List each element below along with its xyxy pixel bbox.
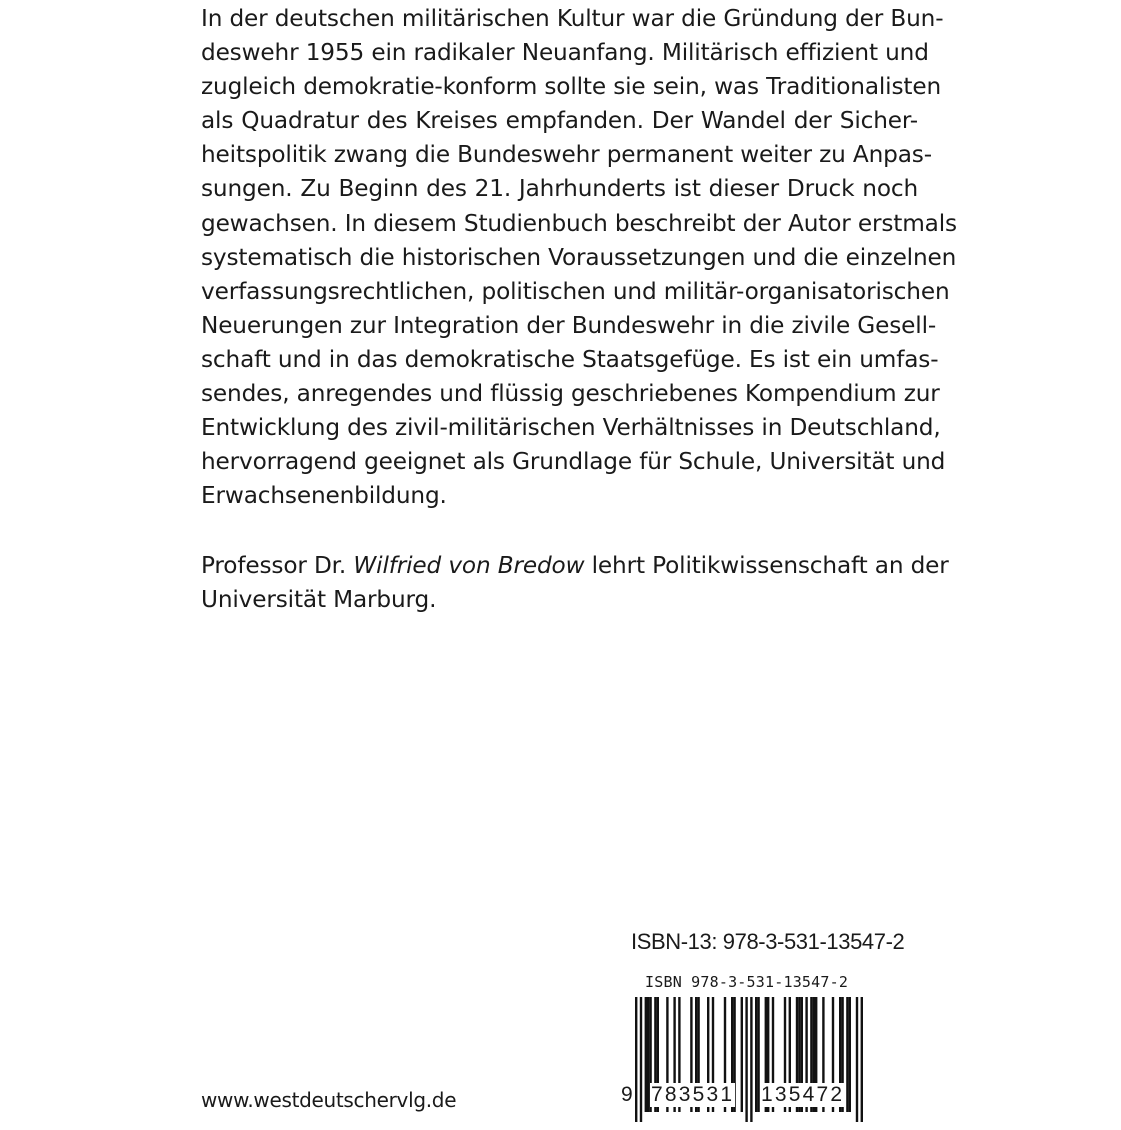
barcode-isbn-text: ISBN 978-3-531-13547-2: [645, 973, 849, 991]
isbn-label: ISBN-13: 978-3-531-13547-2: [631, 929, 905, 954]
author-bio-line-1: [201, 549, 949, 583]
ean-right-digits: 135472: [761, 1083, 845, 1106]
author-name: Wilfried von Bredow: [353, 552, 585, 579]
barcode-bar: [640, 997, 642, 1122]
blurb-line: deswehr 1955 ein radikaler Neuanfang. Militärisch effizient und: [201, 39, 929, 67]
barcode-bar: [849, 997, 851, 1112]
publisher-website: www.westdeutschervlg.de: [201, 1088, 457, 1112]
blurb-line: verfassungsrechtlichen, politischen und militär-organisatorischen: [201, 277, 950, 305]
blurb-line: schaft und in das demokratische Staatsgefüge. Es ist ein umfas-: [201, 345, 939, 373]
ean-left-digits: 783531: [651, 1083, 735, 1106]
author-bio: [201, 549, 949, 617]
barcode-bar: [645, 997, 647, 1112]
barcode-bar: [741, 997, 743, 1112]
barcode-bar: [750, 997, 752, 1122]
blurb-line: hervorragend geeignet als Grundlage für Schule, Universität und: [201, 448, 946, 476]
blurb-line: zugleich demokratie-konform sollte sie sein, was Traditionalisten: [201, 73, 942, 101]
author-prefix: Professor Dr.: [201, 552, 354, 579]
barcode-bar: [755, 997, 757, 1112]
ean-first-digit: 9: [621, 1083, 633, 1106]
author-bio-line-2: Universität Marburg.: [201, 586, 437, 614]
blurb-line: Entwicklung des zivil-militärischen Verhältnisses in Deutschland,: [201, 414, 941, 442]
barcode-bar: [856, 997, 858, 1122]
blurb-line: sungen. Zu Beginn des 21. Jahrhunderts ist dieser Druck noch: [201, 175, 918, 203]
blurb-line: sendes, anregendes und flüssig geschriebenes Kompendium zur: [201, 380, 940, 408]
author-suffix: lehrt Politikwissenschaft an der: [584, 552, 949, 579]
barcode-bar: [861, 997, 863, 1122]
blurb-line: heitspolitik zwang die Bundeswehr permanent weiter zu Anpas-: [201, 141, 932, 169]
blurb-line: gewachsen. In diesem Studienbuch beschreibt der Autor erstmals: [201, 209, 957, 237]
blurb-line: Erwachsenenbildung.: [201, 482, 447, 510]
blurb-line: In der deutschen militärischen Kultur war die Gründung der Bun-: [201, 5, 944, 32]
barcode-bar: [745, 997, 747, 1122]
barcode-bar: [846, 997, 848, 1112]
barcode-bar: [635, 997, 637, 1122]
blurb-text: [201, 2, 957, 513]
blurb-line: Neuerungen zur Integration der Bundeswehr in die zivile Gesell-: [201, 311, 937, 339]
blurb-line: systematisch die historischen Voraussetzungen und die einzelnen: [201, 243, 957, 271]
blurb-line: als Quadratur des Kreises empfanden. Der Wandel der Sicher-: [201, 107, 918, 135]
